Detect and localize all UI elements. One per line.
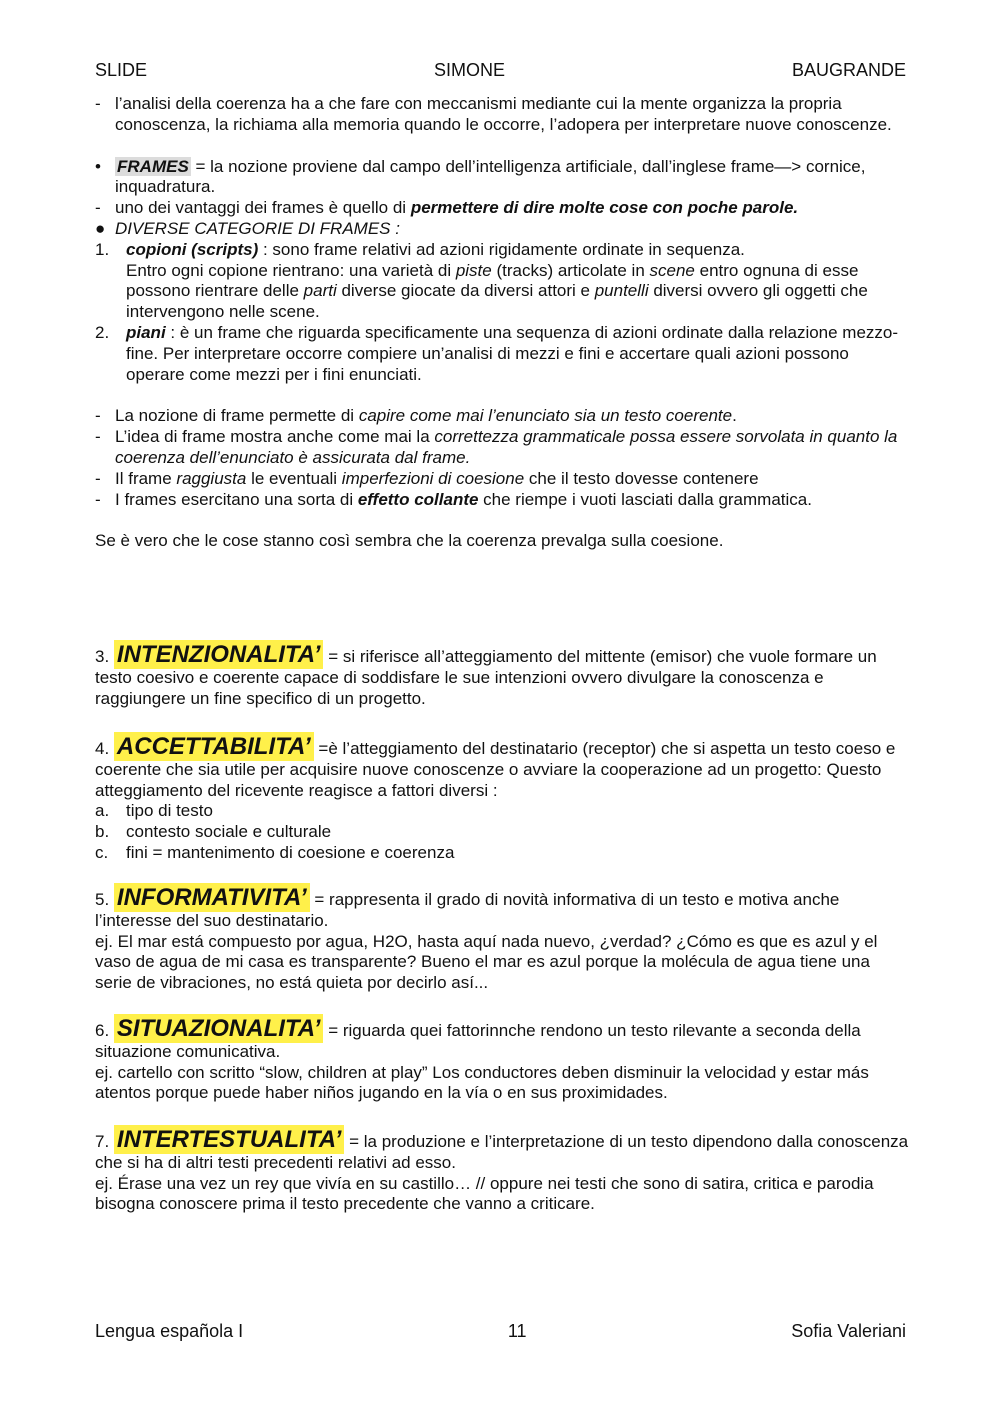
italic-term: parti bbox=[303, 281, 337, 301]
footer-left: Lengua española I bbox=[95, 1321, 244, 1341]
informativita-example: ej. El mar está compuesto por agua, H2O, hasta aquí nada nuevo, ¿verdad? ¿Cómo es que es azul y el vaso de agua de mi casa es transparente? Bueno el mar es azul porque la molécula de agua tiene una serie de vibraciones, no está quieta por decirlo así... bbox=[95, 931, 878, 993]
intenzionalita-section bbox=[95, 641, 910, 709]
copioni-term: copioni (scripts) bbox=[126, 239, 259, 259]
list-number: 2. bbox=[95, 322, 110, 342]
text-fragment: diversi ovvero gli oggetti che intervengono nelle scene. bbox=[126, 281, 868, 322]
dash-bullet: - bbox=[95, 94, 101, 113]
dash-bullet: - bbox=[95, 406, 101, 426]
section-number: 6. bbox=[95, 1021, 110, 1040]
piani-def: : è un frame che riguarda specificamente una sequenza di azioni ordinate dalla relazione mezzo-fine. Per interpretare occorre compiere un’analisi di mezzi e fini e accertare quali azioni possono operare come mezzi per i fini enunciati. bbox=[126, 322, 899, 384]
intertestualita-heading: INTERTESTUALITA’ bbox=[114, 1125, 344, 1154]
vantaggi-bold: permettere di dire molte cose con poche parole. bbox=[410, 198, 799, 218]
frames-vantaggi bbox=[95, 198, 910, 219]
vantaggi-text: uno dei vantaggi dei frames è quello di bbox=[115, 198, 411, 218]
text-fragment: (tracks) articolate in bbox=[491, 260, 650, 280]
coerenza-item bbox=[95, 94, 910, 136]
frames-definition bbox=[95, 157, 910, 199]
text-fragment: che riempe i vuoti lasciati dalla grammatica. bbox=[478, 489, 812, 509]
section-number: 5. bbox=[95, 890, 110, 909]
italic-term: raggiusta bbox=[176, 468, 247, 488]
section-number: 3. bbox=[95, 647, 110, 666]
conclusione-paragraph: Se è vero che le cose stanno così sembra che la coerenza prevalga sulla coesione. bbox=[95, 531, 724, 551]
coerenza-text: l’analisi della coerenza ha a che fare con meccanismi mediante cui la mente organizza la propria conoscenza, la richiama alla memoria quando le occorre, l’adopera per interpretare nuove conoscenze. bbox=[115, 94, 892, 134]
italic-term: scene bbox=[649, 260, 695, 280]
dash-bullet: - bbox=[95, 468, 101, 488]
nozione-item-1 bbox=[95, 406, 910, 427]
bold-term: effetto collante bbox=[357, 489, 479, 509]
situazionalita-heading: SITUAZIONALITA’ bbox=[114, 1014, 324, 1043]
intenzionalita-text: = si riferisce all’atteggiamento del mittente (emisor) che vuole formare un testo coesivo e coerente capace di soddisfare le sue intenzioni ovvero divulgare la conoscenza e raggiungere un fine specifico di un progetto. bbox=[95, 647, 877, 708]
copioni-details bbox=[95, 261, 910, 323]
list-item-text: tipo di testo bbox=[126, 801, 213, 821]
list-item bbox=[95, 843, 910, 864]
bullet-dot-icon: • bbox=[95, 156, 101, 176]
categorie-heading: DIVERSE CATEGORIE DI FRAMES : bbox=[115, 218, 400, 238]
list-marker: b. bbox=[95, 822, 110, 842]
text-fragment: Il frame bbox=[115, 468, 177, 488]
italic-term: imperfezioni di coesione bbox=[341, 468, 525, 488]
text-fragment: L’idea di frame mostra anche come mai la bbox=[115, 427, 435, 447]
copioni-def: : sono frame relativi ad azioni rigidamente ordinate in sequenza. bbox=[258, 239, 745, 259]
dash-bullet: - bbox=[95, 198, 101, 218]
text-fragment: entro ognuna di esse possono rientrare delle bbox=[126, 260, 859, 301]
section-number: 4. bbox=[95, 739, 110, 758]
informativita-text: = rappresenta il grado di novità informativa di un testo e motiva anche l’interesse del suo destinatario. bbox=[95, 890, 840, 930]
list-item bbox=[95, 801, 910, 822]
intertestualita-text: = la produzione e l’interpretazione di un testo dipendono dalla conoscenza che si ha di altri testi precedenti relativi ad esso. bbox=[95, 1132, 909, 1172]
list-marker: a. bbox=[95, 801, 110, 821]
text-fragment: Entro ogni copione rientrano: una varietà di bbox=[126, 260, 456, 280]
footer-right: Sofia Valeriani bbox=[791, 1321, 906, 1341]
header-left: SLIDE bbox=[95, 60, 148, 80]
dash-bullet: - bbox=[95, 427, 101, 447]
header-right: BAUGRANDE bbox=[791, 60, 906, 80]
text-fragment: che il testo dovesse contenere bbox=[524, 468, 759, 488]
situazionalita-text: = riguarda quei fattorinnche rendono un testo rilevante a seconda della situazione comunicativa. bbox=[95, 1021, 861, 1061]
text-fragment: La nozione di frame permette di bbox=[115, 406, 359, 426]
text-fragment: le eventuali bbox=[246, 468, 342, 488]
italic-term: puntelli bbox=[594, 281, 649, 301]
italic-term: capire come mai l’enunciato sia un testo coerente bbox=[358, 406, 733, 426]
situazionalita-example: ej. cartello con scritto “slow, children at play” Los conductores deben disminuir la velocidad y estar más atentos porque puede haber niños jugando en la vía o en sus proximidades. bbox=[95, 1062, 869, 1103]
frames-categorie bbox=[95, 219, 910, 240]
text-fragment: . bbox=[732, 406, 737, 426]
header-center: SIMONE bbox=[433, 60, 505, 80]
page-footer bbox=[95, 1321, 906, 1342]
nozione-item-2 bbox=[95, 427, 910, 469]
frames-definition-text: = la nozione proviene dal campo dell’intelligenza artificiale, dall’inglese frame—> cornice, inquadratura. bbox=[115, 156, 866, 197]
nozione-item-4 bbox=[95, 490, 910, 511]
accettabilita-text: =è l’atteggiamento del destinatario (receptor) che si aspetta un testo coeso e coerente che sia utile per acquisire nuove conoscenze o avviare la cooperazione ad un progetto: Questo atteggiamento del ricevente reagisce a fattori diversi : bbox=[95, 739, 896, 800]
frames-term: FRAMES bbox=[117, 156, 189, 176]
copioni-item bbox=[95, 240, 910, 261]
piani-term: piani bbox=[126, 322, 166, 342]
italic-term: correttezza grammaticale possa essere sorvolata in quanto la coerenza dell’enunciato è assicurata dal frame. bbox=[115, 427, 898, 467]
nozione-item-3 bbox=[95, 469, 910, 490]
page-header bbox=[95, 60, 906, 81]
list-marker: c. bbox=[95, 842, 109, 862]
dash-bullet: - bbox=[95, 489, 101, 509]
list-number: 1. bbox=[95, 239, 110, 259]
page-number: 11 bbox=[507, 1321, 527, 1341]
frames-section bbox=[95, 94, 910, 552]
list-item bbox=[95, 822, 910, 843]
informativita-heading: INFORMATIVITA’ bbox=[114, 883, 310, 912]
accettabilita-heading: ACCETTABILITA’ bbox=[114, 732, 314, 761]
list-item-text: contesto sociale e culturale bbox=[126, 822, 332, 842]
section-number: 7. bbox=[95, 1132, 110, 1151]
informativita-section bbox=[95, 884, 910, 994]
intertestualita-example: ej. Érase una vez un rey que vivía en su castillo… // oppure nei testi che sono di satira, critica e parodia bisogna conoscere prima il testo precedente che vanno a criticare. bbox=[95, 1173, 874, 1214]
intertestualita-section bbox=[95, 1126, 910, 1215]
intenzionalita-heading: INTENZIONALITA’ bbox=[114, 640, 324, 669]
situazionalita-section bbox=[95, 1015, 910, 1104]
text-fragment: diverse giocate da diversi attori e bbox=[336, 281, 595, 301]
bullet-dot-icon: ● bbox=[95, 218, 106, 238]
text-fragment: I frames esercitano una sorta di bbox=[115, 489, 358, 509]
italic-term: piste bbox=[455, 260, 492, 280]
piani-item bbox=[95, 323, 910, 385]
accettabilita-section bbox=[95, 733, 910, 864]
list-item-text: fini = mantenimento di coesione e coerenza bbox=[126, 842, 455, 862]
